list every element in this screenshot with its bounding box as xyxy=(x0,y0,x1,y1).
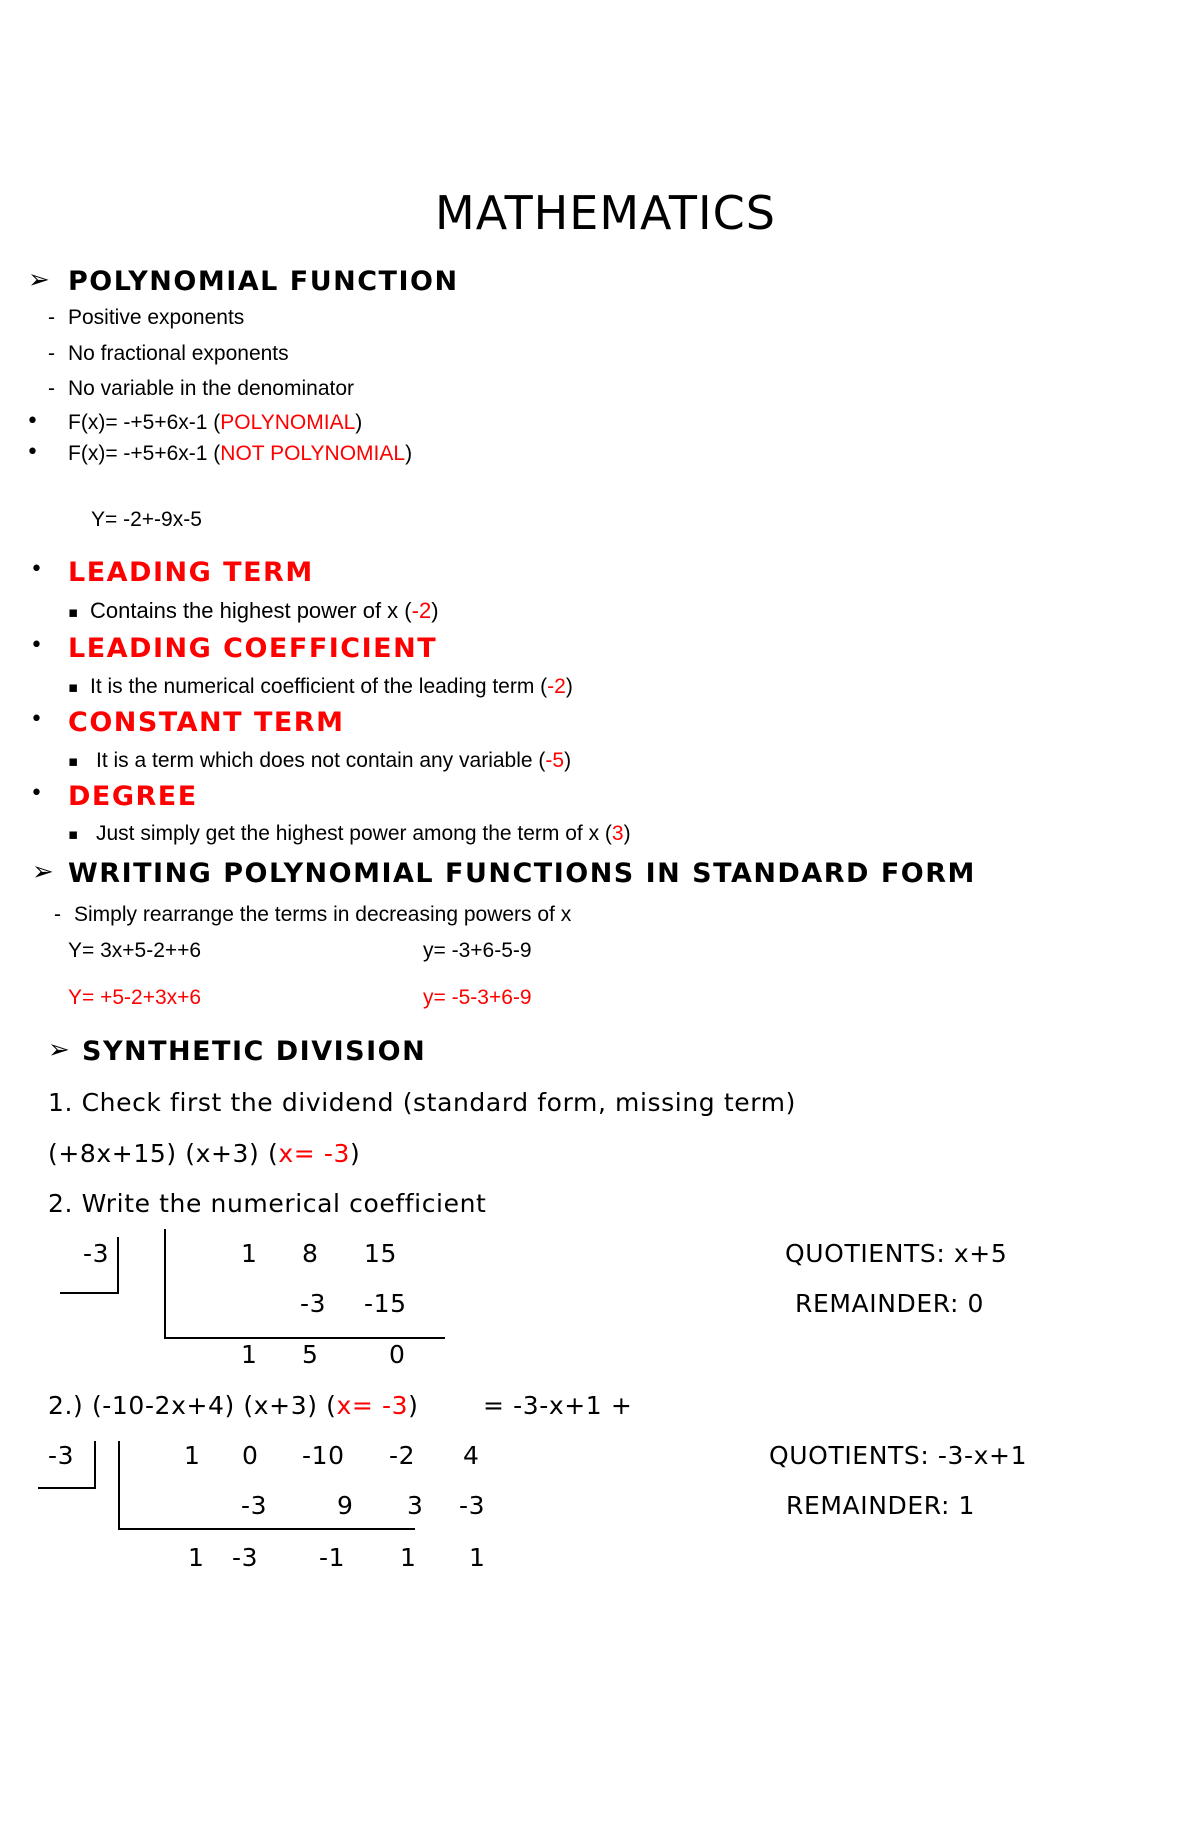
dash-icon: - xyxy=(48,306,55,329)
remainder-label: REMAINDER: 0 xyxy=(795,1289,985,1318)
term-desc-text: It is a term which does not contain any variable ( xyxy=(96,749,546,772)
bullet-icon: • xyxy=(30,633,43,658)
term-desc xyxy=(90,598,439,624)
product-value: -3 xyxy=(300,1289,327,1318)
example-tag: NOT POLYNOMIAL xyxy=(220,442,406,465)
arrow-bullet-icon: ➢ xyxy=(48,1035,70,1065)
result-value: 1 xyxy=(400,1543,417,1572)
answer-left: Y= +5-2+3x+6 xyxy=(68,986,202,1009)
square-bullet-icon: ▪ xyxy=(68,825,79,843)
bullet-icon: • xyxy=(26,409,39,434)
equation-text: 2.) (-10-2x+4) (x+3) ( xyxy=(48,1391,337,1420)
rule-item: Positive exponents xyxy=(68,306,245,329)
coefficient: 8 xyxy=(302,1239,319,1268)
example-end: ) xyxy=(355,411,363,434)
rule-item: No variable in the denominator xyxy=(68,377,355,400)
original-right: y= -3+6-5-9 xyxy=(423,939,532,962)
polynomial-example-2 xyxy=(68,442,412,466)
term-heading-constant-term: CONSTANT TERM xyxy=(68,707,345,738)
synthetic-heading: SYNTHETIC DIVISION xyxy=(82,1036,427,1067)
answer-right: y= -5-3+6-9 xyxy=(423,986,532,1009)
page-title: MATHEMATICS xyxy=(435,186,776,240)
dash-icon: - xyxy=(54,903,61,926)
term-desc-text: Just simply get the highest power among the term of x ( xyxy=(96,822,612,845)
divisor-bracket-horizontal xyxy=(60,1292,119,1294)
bullet-icon: • xyxy=(26,440,39,465)
divisor-bracket-horizontal xyxy=(38,1487,96,1489)
term-value: -2 xyxy=(411,598,432,623)
divisor: -3 xyxy=(48,1441,75,1470)
coefficient: -10 xyxy=(302,1441,345,1470)
term-desc-end: ) xyxy=(431,598,439,623)
equation-end: ) xyxy=(349,1139,361,1168)
term-desc xyxy=(90,675,573,699)
term-heading-degree: DEGREE xyxy=(68,781,198,812)
equation-root: x= -3 xyxy=(336,1391,409,1420)
polynomial-heading: POLYNOMIAL FUNCTION xyxy=(68,266,459,297)
term-desc-end: ) xyxy=(564,749,572,772)
term-value: -2 xyxy=(547,675,566,698)
result-value: -1 xyxy=(319,1543,346,1572)
term-desc-end: ) xyxy=(565,675,573,698)
square-bullet-icon: ▪ xyxy=(68,752,79,770)
result-value: 1 xyxy=(469,1543,486,1572)
standard-form-heading: WRITING POLYNOMIAL FUNCTIONS IN STANDARD FORM xyxy=(68,858,976,889)
result-value: -3 xyxy=(232,1543,259,1572)
example-expression: F(x)= -+5+6x-1 ( xyxy=(68,442,221,465)
square-bullet-icon: ▪ xyxy=(68,603,79,621)
division-bar-horizontal xyxy=(164,1337,445,1339)
term-heading-leading-coefficient: LEADING COEFFICIENT xyxy=(68,633,438,664)
example-expression: F(x)= -+5+6x-1 ( xyxy=(68,411,221,434)
result-value: 0 xyxy=(389,1340,406,1369)
coefficient: 1 xyxy=(241,1239,258,1268)
equation-root: x= -3 xyxy=(278,1139,350,1168)
result-value: 1 xyxy=(188,1543,205,1572)
result-value: 5 xyxy=(302,1340,319,1369)
example-function: Y= -2+-9x-5 xyxy=(91,508,202,531)
term-desc-end: ) xyxy=(623,822,631,845)
quotient-label: QUOTIENTS: x+5 xyxy=(785,1239,1008,1268)
divisor-bracket-vertical xyxy=(117,1237,119,1293)
coefficient: 4 xyxy=(463,1441,480,1470)
bullet-icon: • xyxy=(30,707,43,732)
term-desc-text: Contains the highest power of x ( xyxy=(90,598,412,623)
result-value: 1 xyxy=(241,1340,258,1369)
equation-2-result: = -3-x+1 + xyxy=(483,1391,633,1420)
dash-icon: - xyxy=(48,377,55,400)
arrow-bullet-icon: ➢ xyxy=(28,265,50,295)
term-value: 3 xyxy=(611,822,624,845)
product-value: -3 xyxy=(459,1491,486,1520)
product-value: -15 xyxy=(364,1289,407,1318)
step-1: 1. Check first the dividend (standard form, missing term) xyxy=(48,1088,796,1117)
term-desc xyxy=(96,749,571,773)
bullet-icon: • xyxy=(30,557,43,582)
term-desc xyxy=(96,822,631,846)
dash-icon: - xyxy=(48,342,55,365)
polynomial-example-1 xyxy=(68,411,362,435)
coefficient: 0 xyxy=(242,1441,259,1470)
example-end: ) xyxy=(405,442,413,465)
term-desc-text: It is the numerical coefficient of the leading term ( xyxy=(90,675,548,698)
original-left: Y= 3x+5-2++6 xyxy=(68,939,202,962)
quotient-label: QUOTIENTS: -3-x+1 xyxy=(769,1441,1028,1470)
product-value: -3 xyxy=(241,1491,268,1520)
step-2: 2. Write the numerical coefficient xyxy=(48,1189,487,1218)
division-bar-vertical xyxy=(164,1229,166,1339)
equation-2 xyxy=(48,1391,418,1420)
product-value: 9 xyxy=(337,1491,354,1520)
square-bullet-icon: ▪ xyxy=(68,678,79,696)
rule-item: No fractional exponents xyxy=(68,342,289,365)
equation-end: ) xyxy=(408,1391,419,1420)
term-value: -5 xyxy=(545,749,565,772)
equation-text: (+8x+15) (x+3) ( xyxy=(48,1139,279,1168)
example-tag: POLYNOMIAL xyxy=(220,411,356,434)
bullet-icon: • xyxy=(30,781,43,806)
division-bar-horizontal xyxy=(118,1528,415,1530)
term-heading-leading-term: LEADING TERM xyxy=(68,557,314,588)
product-value: 3 xyxy=(407,1491,424,1520)
coefficient: 15 xyxy=(364,1239,398,1268)
coefficient: 1 xyxy=(184,1441,201,1470)
remainder-label: REMAINDER: 1 xyxy=(786,1491,976,1520)
equation-1 xyxy=(48,1139,360,1168)
divisor: -3 xyxy=(83,1239,110,1268)
division-bar-vertical xyxy=(118,1441,120,1530)
standard-form-note: Simply rearrange the terms in decreasing powers of x xyxy=(74,903,572,926)
divisor-bracket-vertical xyxy=(94,1441,96,1489)
coefficient: -2 xyxy=(389,1441,416,1470)
arrow-bullet-icon: ➢ xyxy=(32,857,54,887)
